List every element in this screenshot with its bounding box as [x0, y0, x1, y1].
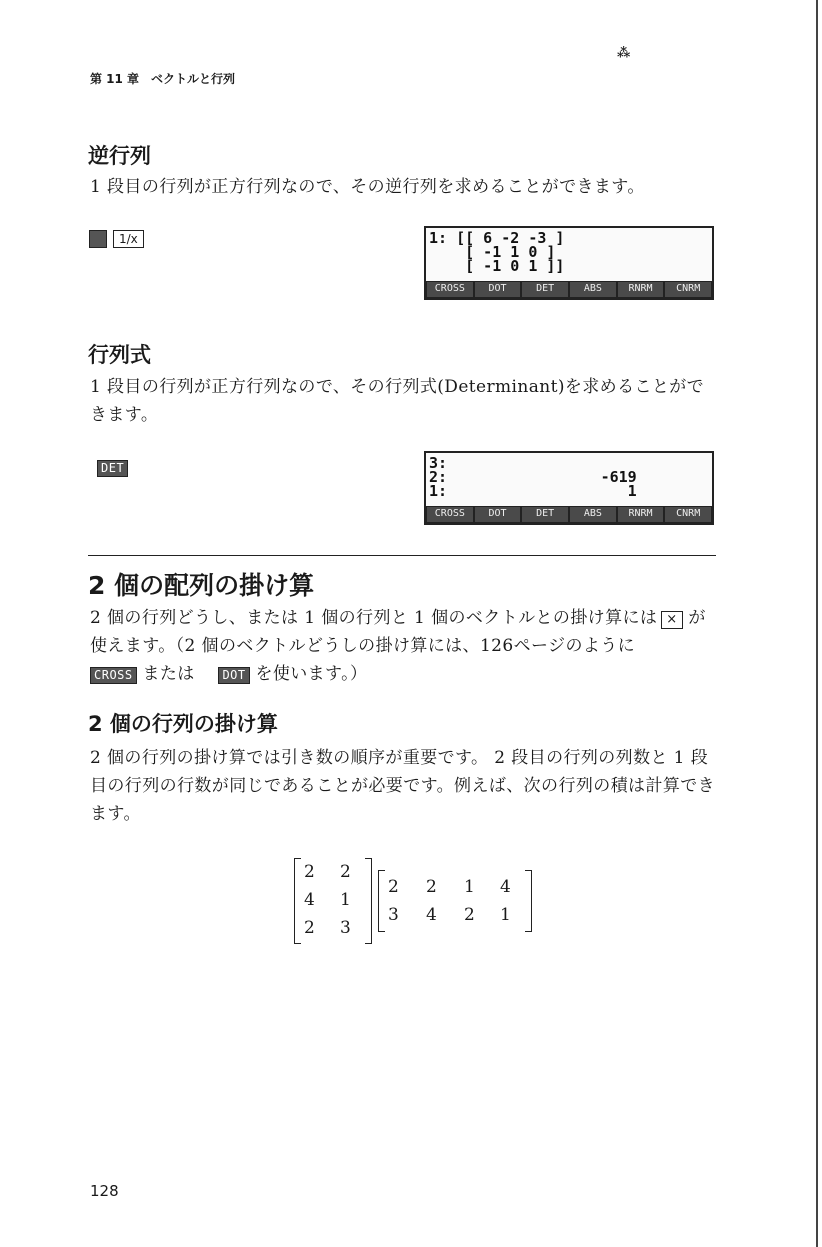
menu-dot: DOT [475, 507, 521, 522]
menu-det: DET [522, 507, 568, 522]
section-title-mm: 2 個の行列の掛け算 [88, 712, 278, 736]
screen-stack-lines: 3: 2: -619 1: 1 [429, 454, 637, 500]
section-divider [88, 555, 716, 556]
reciprocal-key: 1/x [113, 230, 144, 248]
matrix-cell: 2 [426, 877, 437, 897]
section-title-det: 行列式 [88, 343, 151, 367]
page-number: 128 [90, 1182, 119, 1200]
matrix-cell: 1 [464, 877, 475, 897]
matrix-a [294, 858, 372, 944]
cross-softkey: CROSS [90, 667, 137, 684]
menu-abs: ABS [570, 507, 616, 522]
mult-text-2: が使えます。（2 個のベクトルどうしの掛け算には、126ページのように [90, 608, 706, 656]
matrix-cell: 2 [388, 877, 399, 897]
mult-text-or: または [142, 664, 195, 684]
chapter-header: 第 11 章 ベクトルと行列 [90, 72, 236, 86]
section-title-mult: 2 個の配列の掛け算 [88, 571, 315, 600]
menu-cnrm: CNRM [665, 507, 711, 522]
matrix-cell: 4 [500, 877, 511, 897]
menu-abs: ABS [570, 282, 616, 297]
inverse-body: 1 段目の行列が正方行列なので、その逆行列を求めることができます。 [90, 177, 645, 197]
section-title-inverse: 逆行列 [88, 144, 151, 168]
calculator-screen-det [424, 451, 714, 525]
shift-key-icon [89, 230, 107, 248]
det-keystroke [97, 457, 128, 477]
det-softkey: DET [97, 460, 128, 477]
menu-rnrm: RNRM [618, 282, 664, 297]
menu-dot: DOT [475, 282, 521, 297]
det-body: 1 段目の行列が正方行列なので、その行列式(Determinant)を求めることができます。 [90, 377, 705, 425]
menu-cross: CROSS [427, 282, 473, 297]
menu-rnrm: RNRM [618, 507, 664, 522]
corner-mark: ⁂ [617, 46, 631, 61]
mult-body [90, 604, 720, 688]
menu-cnrm: CNRM [665, 282, 711, 297]
matrix-cell: 2 [464, 905, 475, 925]
matrix-cell: 3 [340, 918, 351, 938]
matrix-cell: 2 [304, 918, 315, 938]
screen-menu-bar [426, 281, 712, 298]
menu-det: DET [522, 282, 568, 297]
matrix-cell: 3 [388, 905, 399, 925]
matrix-cell: 2 [304, 862, 315, 882]
mult-text-3: を使います。） [255, 664, 368, 684]
matrix-b [378, 870, 532, 932]
mult-text-1: 2 個の行列どうし、または 1 個の行列と 1 個のベクトルとの掛け算には [90, 608, 658, 628]
matrix-cell: 2 [340, 862, 351, 882]
mm-body: 2 個の行列の掛け算では引き数の順序が重要です。 2 段目の行列の列数と 1 段目の行列の行数が同じであることが必要です。例えば、次の行列の積は計算できます。 [90, 748, 716, 824]
matrix-cell: 4 [426, 905, 437, 925]
calculator-screen-inverse [424, 226, 714, 300]
dot-softkey: DOT [218, 667, 249, 684]
screen-stack-lines: 1: [[ 6 -2 -3 ] [ -1 1 0 ] [ -1 0 1 ]] [429, 229, 565, 275]
matrix-cell: 1 [500, 905, 511, 925]
inverse-keystroke [89, 229, 144, 249]
page-edge-rule [816, 0, 818, 1247]
menu-cross: CROSS [427, 507, 473, 522]
screen-menu-bar [426, 506, 712, 523]
times-key: × [661, 611, 682, 629]
matrix-product [294, 858, 532, 944]
matrix-cell: 4 [304, 890, 315, 910]
matrix-cell: 1 [340, 890, 351, 910]
